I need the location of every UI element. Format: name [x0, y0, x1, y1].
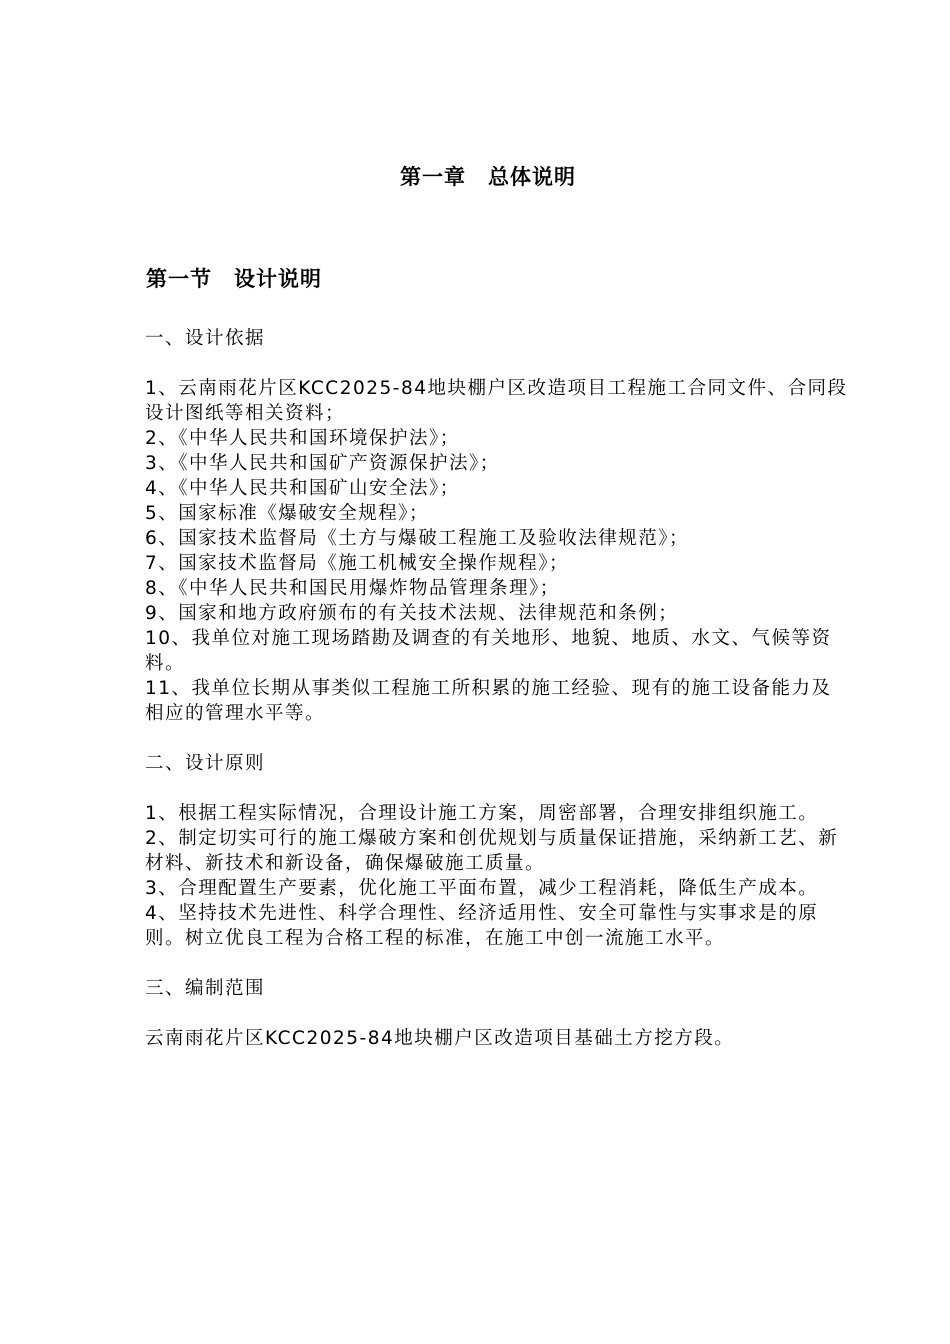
- list-item: 6、国家技术监督局《土方与爆破工程施工及验收法律规范》；: [145, 528, 690, 549]
- list-item: 4、坚持技术先进性、科学合理性、经济适用性、安全可靠性与实事求是的原则。树立优良工程为合格工程的标准，在施工中创一流施工水平。: [145, 903, 819, 949]
- design-principles-list: [145, 801, 850, 951]
- section-title: 第一节 设计说明: [146, 267, 322, 291]
- design-basis-heading: 一、设计依据: [145, 328, 266, 349]
- list-item: 2、制定切实可行的施工爆破方案和创优规划与质量保证措施，采纳新工艺、新材料、新技术和新设备，确保爆破施工质量。: [145, 828, 839, 874]
- scope-heading: 三、编制范围: [145, 978, 266, 999]
- document-body: [145, 326, 850, 1051]
- list-item: 1、云南雨花片区KCC2025-84地块棚户区改造项目工程施工合同文件、合同段设计图纸等相关资料；: [145, 378, 848, 424]
- design-principles-heading: 二、设计原则: [145, 753, 266, 774]
- list-item: 11、我单位长期从事类似工程施工所积累的施工经验、现有的施工设备能力及相应的管理水平等。: [145, 678, 832, 724]
- list-item: 5、国家标准《爆破安全规程》；: [145, 503, 430, 524]
- list-item: 7、国家技术监督局《施工机械安全操作规程》；: [145, 553, 570, 574]
- list-item: 3、合理配置生产要素，优化施工平面布置，减少工程消耗，降低生产成本。: [145, 878, 819, 899]
- list-item: 10、我单位对施工现场踏勘及调查的有关地形、地貌、地质、水文、气候等资料。: [145, 628, 832, 674]
- chapter-title: 第一章 总体说明: [400, 165, 576, 189]
- spacer: [145, 951, 850, 976]
- list-item: 3、《中华人民共和国矿产资源保护法》；: [145, 453, 500, 474]
- list-item: 9、国家和地方政府颁布的有关技术法规、法律规范和条例；: [145, 603, 679, 624]
- spacer: [145, 726, 850, 751]
- list-item: 1、根据工程实际情况，合理设计施工方案，周密部署，合理安排组织施工。: [145, 803, 819, 824]
- list-item: 2、《中华人民共和国环境保护法》；: [145, 428, 460, 449]
- scope-text: 云南雨花片区KCC2025-84地块棚户区改造项目基础土方挖方段。: [145, 1028, 735, 1049]
- design-basis-list: [145, 376, 850, 726]
- list-item: 4、《中华人民共和国矿山安全法》；: [145, 478, 460, 499]
- list-item: 8、《中华人民共和国民用爆炸物品管理条理》；: [145, 578, 560, 599]
